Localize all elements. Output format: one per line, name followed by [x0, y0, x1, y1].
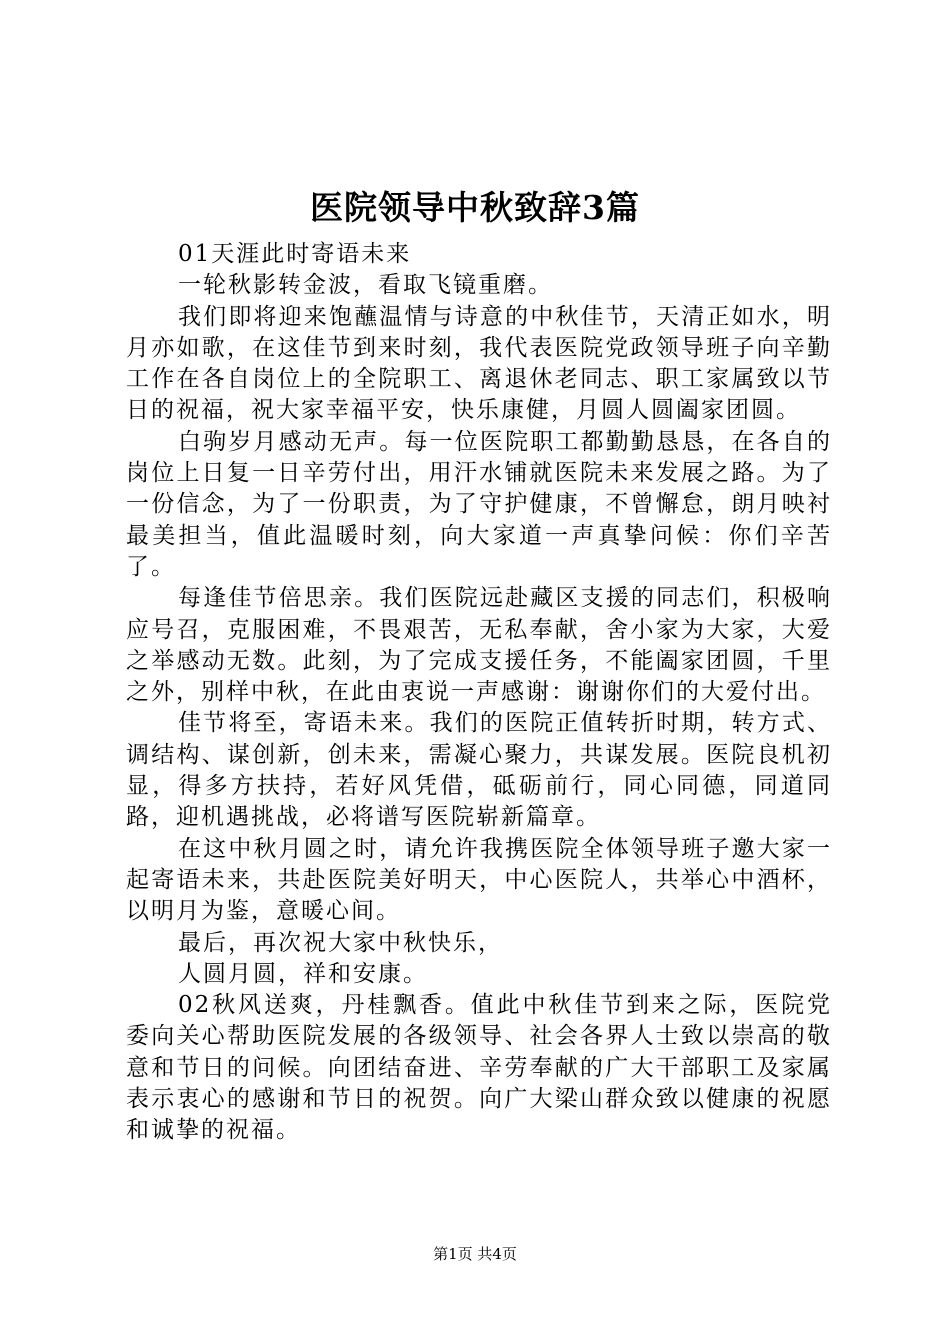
- page-number-footer: 第1页 共4页: [433, 1245, 517, 1263]
- document-body: [126, 239, 832, 1147]
- paragraph: 佳节将至，寄语未来。我们的医院正值转折时期，转方式、调结构、谋创新，创未来，需凝心聚力，共谋发展。医院良机初显，得多方扶持，若好风凭借，砥砺前行，同心同德，同道同路，迎机遇挑战，必将谱写医院崭新篇章。: [126, 710, 832, 831]
- paragraph: 人圆月圆，祥和安康。: [178, 960, 428, 987]
- document-title: 医院领导中秋致辞3篇: [310, 188, 640, 227]
- paragraph: 白驹岁月感动无声。每一位医院职工都勤勤恳恳，在各自的岗位上日复一日辛劳付出，用汗水铺就医院未来发展之路。为了一份信念，为了一份职责，为了守护健康，不曾懈怠，朗月映衬最美担当，值此温暖时刻，向大家道一声真挚问候：你们辛苦了。: [126, 428, 832, 580]
- paragraph: 01天涯此时寄语未来: [178, 241, 412, 267]
- paragraph: 在这中秋月圆之时，请允许我携医院全体领导班子邀大家一起寄语未来，共赴医院美好明天，中心医院人，共举心中酒杯，以明月为鉴，意暖心间。: [126, 835, 832, 925]
- paragraph: 一轮秋影转金波，看取飞镜重磨。: [178, 272, 553, 299]
- paragraph: 每逢佳节倍思亲。我们医院远赴藏区支援的同志们，积极响应号召，克服困难，不畏艰苦，无私奉献，舍小家为大家，大爱之举感动无数。此刻，为了完成支援任务，不能阖家团圆，千里之外，别样中秋，在此由衷说一声感谢：谢谢你们的大爱付出。: [126, 585, 832, 706]
- paragraph: 最后，再次祝大家中秋快乐，: [178, 929, 503, 956]
- paragraph: 02秋风送爽，丹桂飘香。值此中秋佳节到来之际，医院党委向关心帮助医院发展的各级领导、社会各界人士致以崇高的敬意和节日的问候。向团结奋进、辛劳奉献的广大干部职工及家属表示衷心的感谢和节日的祝贺。向广大梁山群众致以健康的祝愿和诚挚的祝福。: [126, 992, 832, 1144]
- paragraph: 我们即将迎来饱蘸温情与诗意的中秋佳节，天清正如水，明月亦如歌，在这佳节到来时刻，我代表医院党政领导班子向辛勤工作在各自岗位上的全院职工、离退休老同志、职工家属致以节日的祝福，祝大家幸福平安，快乐康健，月圆人圆阖家团圆。: [126, 303, 832, 424]
